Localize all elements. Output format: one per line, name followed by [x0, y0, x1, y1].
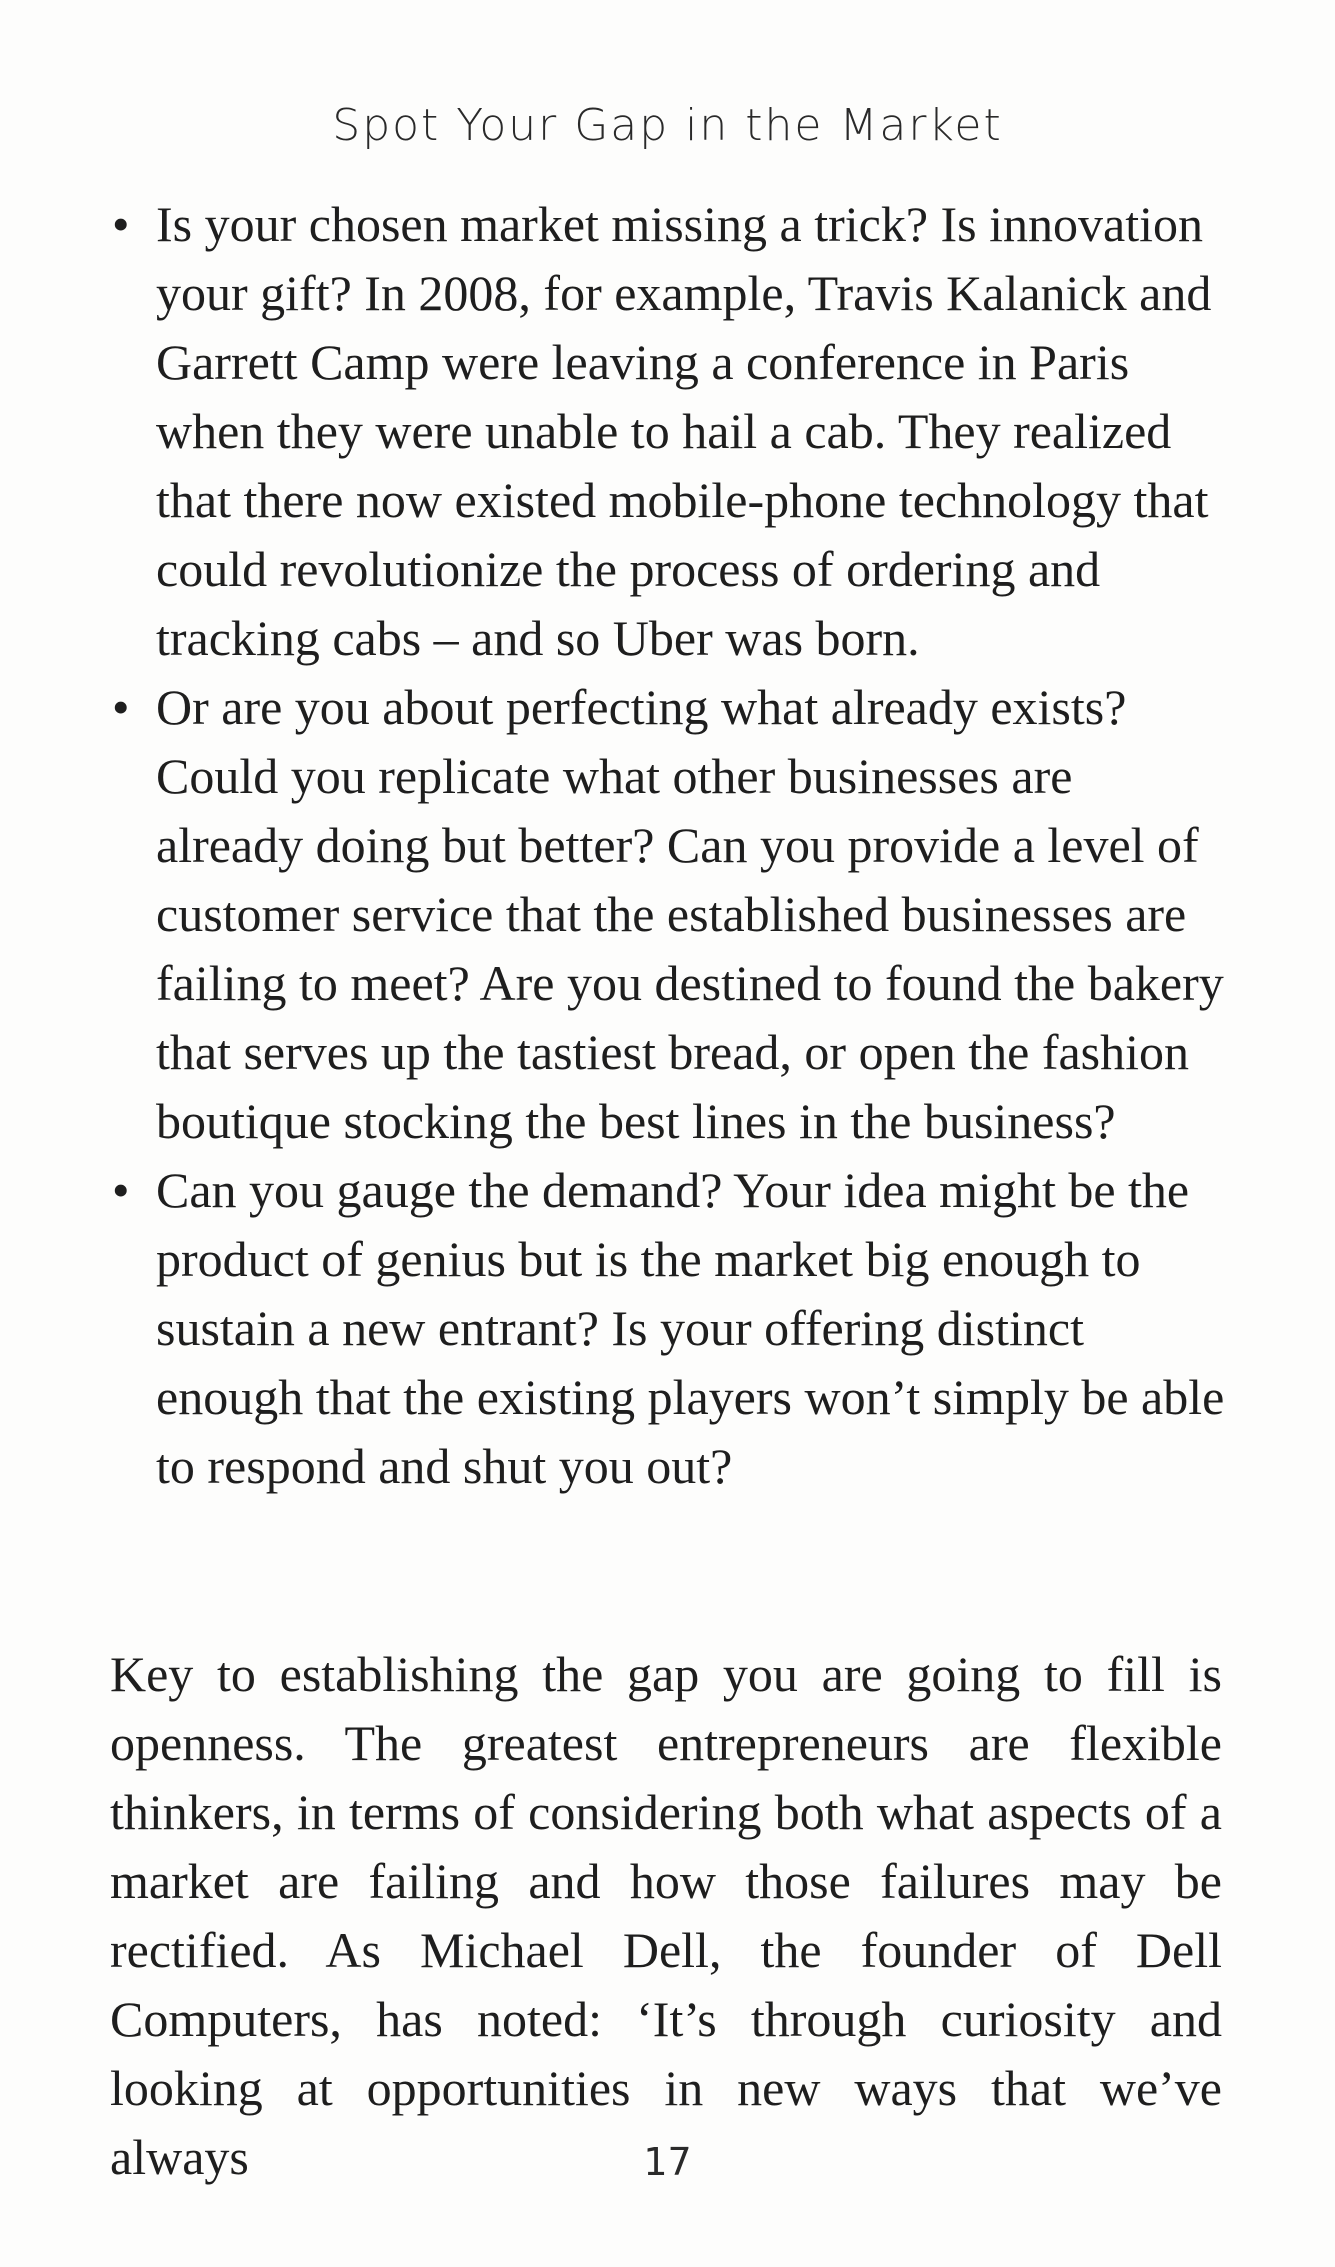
list-item [110, 190, 1230, 673]
bullet-text: Or are you about perfecting what already exists? Could you replicate what other businesses are already doing but better? Can you provide a level of customer service that the established businesses are failing to meet? Are you destined to found the bakery that serves up the tastiest bread, or open the fashion boutique stocking the best lines in the business? [156, 679, 1224, 1149]
bullet-text: Is your chosen market missing a trick? Is innovation your gift? In 2008, for example, Travis Kalanick and Garrett Camp were leaving a conference in Paris when they were unable to hail a cab. They realized that there now existed mobile-phone technology that could revolutionize the process of ordering and tracking cabs – and so Uber was born. [156, 196, 1212, 666]
body-paragraph: Key to establishing the gap you are going to fill is openness. The greatest entrepreneurs are flexible thinkers, in terms of considering both what aspects of a market are failing and how those failures may be rectified. As Michael Dell, the founder of Dell Computers, has noted: ‘It’s through curiosity and looking at opportunities in new ways that we’ve always [110, 1646, 1222, 2185]
bullet-marker: • [112, 196, 130, 252]
bullet-text: Can you gauge the demand? Your idea might be the product of genius but is the market big enough to sustain a new entrant? Is your offering distinct enough that the existing players won’t simply be able to respond and shut you out? [156, 1162, 1225, 1494]
bullet-marker: • [112, 1162, 130, 1218]
bullet-list [110, 190, 1230, 1501]
running-head: Spot Your Gap in the Market [332, 100, 1003, 151]
list-item [110, 673, 1230, 1156]
page-number: 17 [643, 2140, 692, 2184]
bullet-marker: • [112, 679, 130, 735]
list-item [110, 1156, 1230, 1501]
